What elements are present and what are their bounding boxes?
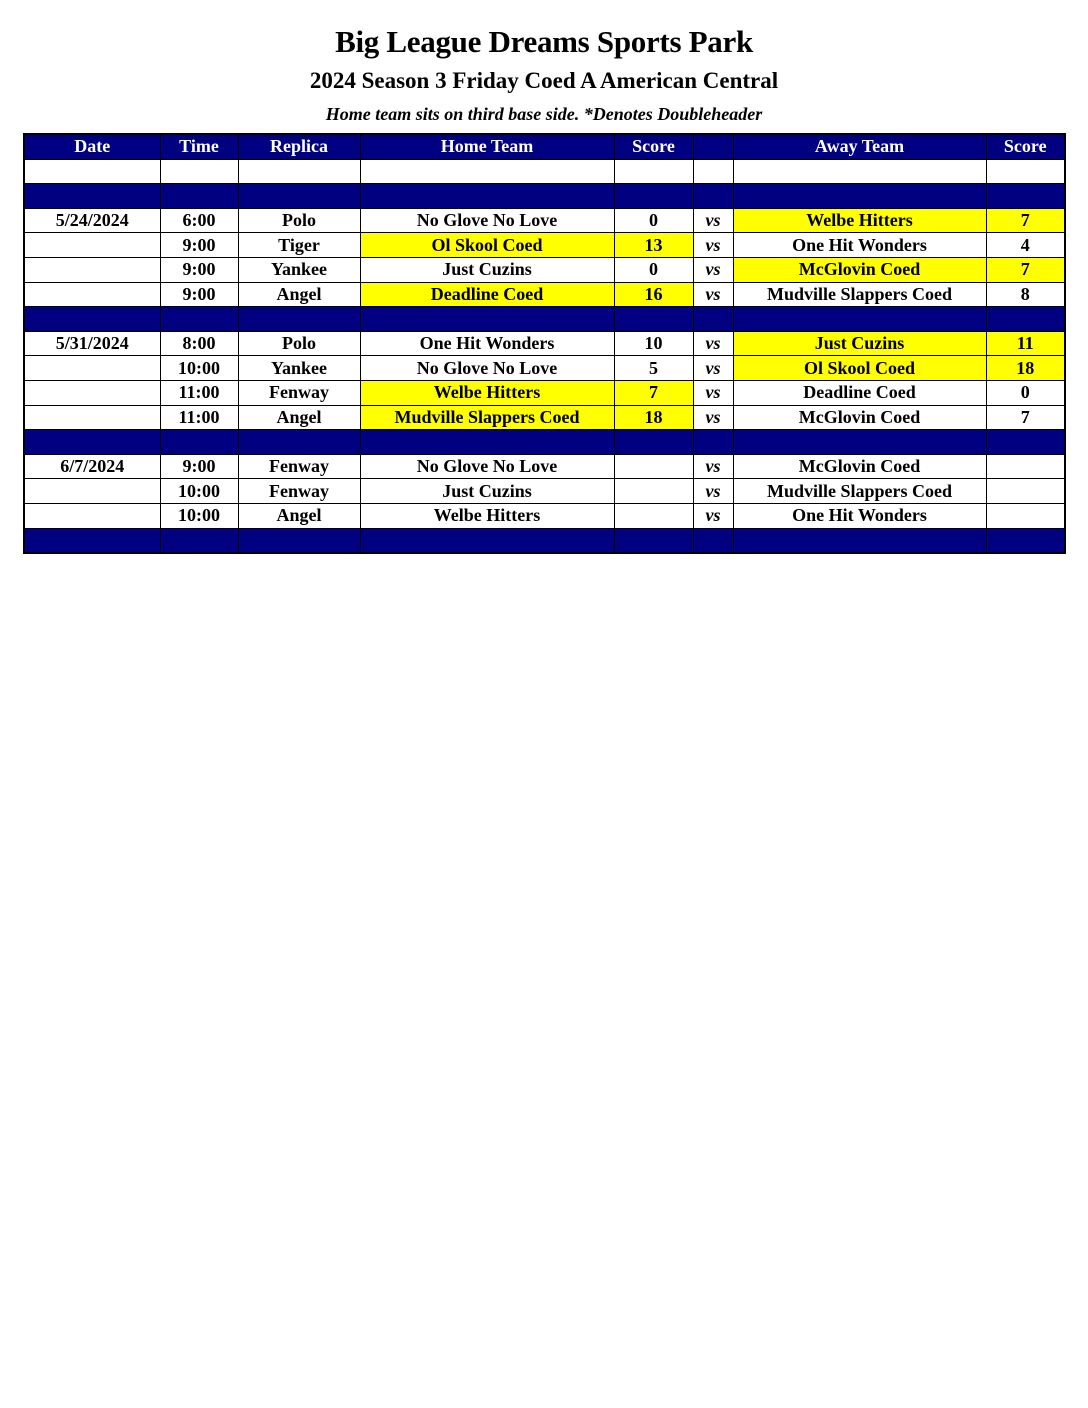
date-cell <box>24 356 160 381</box>
replica-cell <box>238 307 360 332</box>
vs-cell: vs <box>693 454 733 479</box>
home-team-cell: No Glove No Love <box>360 454 614 479</box>
page-title: Big League Dreams Sports Park <box>335 24 753 59</box>
time-cell: 8:00 <box>160 331 238 356</box>
col-vs-header <box>693 134 733 159</box>
date-cell <box>24 233 160 258</box>
game-row <box>24 208 1065 233</box>
home-score-cell <box>614 307 693 332</box>
away-team-cell: Deadline Coed <box>733 380 986 405</box>
time-cell: 9:00 <box>160 257 238 282</box>
away-score-cell <box>986 503 1065 528</box>
game-row <box>24 479 1065 504</box>
home-score-cell: 13 <box>614 233 693 258</box>
away-team-cell: Mudville Slappers Coed <box>733 479 986 504</box>
home-score-cell: 18 <box>614 405 693 430</box>
away-score-cell: 4 <box>986 233 1065 258</box>
time-cell <box>160 307 238 332</box>
date-cell <box>24 430 160 455</box>
time-cell: 10:00 <box>160 479 238 504</box>
away-team-cell: One Hit Wonders <box>733 503 986 528</box>
time-cell <box>160 184 238 209</box>
away-score-cell <box>986 528 1065 553</box>
replica-cell <box>238 528 360 553</box>
date-cell <box>24 282 160 307</box>
home-score-cell <box>614 184 693 209</box>
date-cell <box>24 307 160 332</box>
home-team-cell: Just Cuzins <box>360 479 614 504</box>
replica-cell: Angel <box>238 405 360 430</box>
replica-cell: Polo <box>238 208 360 233</box>
date-cell <box>24 503 160 528</box>
col-home-team-header: Home Team <box>360 134 614 159</box>
time-cell: 10:00 <box>160 503 238 528</box>
replica-cell: Tiger <box>238 233 360 258</box>
home-score-cell <box>614 503 693 528</box>
away-team-cell: Mudville Slappers Coed <box>733 282 986 307</box>
home-team-cell: No Glove No Love <box>360 356 614 381</box>
away-team-cell: Just Cuzins <box>733 331 986 356</box>
away-team-cell: McGlovin Coed <box>733 454 986 479</box>
vs-cell: vs <box>693 233 733 258</box>
time-cell: 6:00 <box>160 208 238 233</box>
away-team-cell <box>733 430 986 455</box>
game-row <box>24 356 1065 381</box>
home-score-cell <box>614 528 693 553</box>
away-team-cell <box>733 528 986 553</box>
replica-cell: Yankee <box>238 356 360 381</box>
away-team-cell: Welbe Hitters <box>733 208 986 233</box>
col-time-header: Time <box>160 134 238 159</box>
home-score-cell: 0 <box>614 257 693 282</box>
time-cell: 11:00 <box>160 405 238 430</box>
schedule-body <box>24 159 1065 553</box>
home-score-cell <box>614 430 693 455</box>
date-cell <box>24 528 160 553</box>
home-team-cell: No Glove No Love <box>360 208 614 233</box>
home-team-cell: Welbe Hitters <box>360 503 614 528</box>
replica-cell: Angel <box>238 503 360 528</box>
vs-cell: vs <box>693 380 733 405</box>
col-date-header: Date <box>24 134 160 159</box>
game-row <box>24 503 1065 528</box>
home-score-cell <box>614 479 693 504</box>
home-team-cell: Deadline Coed <box>360 282 614 307</box>
col-home-score-header: Score <box>614 134 693 159</box>
away-score-cell <box>986 479 1065 504</box>
game-row <box>24 405 1065 430</box>
vs-cell <box>693 184 733 209</box>
replica-cell: Fenway <box>238 479 360 504</box>
home-score-cell: 10 <box>614 331 693 356</box>
game-row <box>24 257 1065 282</box>
away-score-cell: 0 <box>986 380 1065 405</box>
home-team-cell: One Hit Wonders <box>360 331 614 356</box>
time-cell: 9:00 <box>160 282 238 307</box>
replica-cell <box>238 184 360 209</box>
replica-cell: Fenway <box>238 380 360 405</box>
home-team-cell: Welbe Hitters <box>360 380 614 405</box>
vs-cell <box>693 307 733 332</box>
away-team-cell: McGlovin Coed <box>733 257 986 282</box>
vs-cell: vs <box>693 208 733 233</box>
date-cell <box>24 184 160 209</box>
vs-cell: vs <box>693 503 733 528</box>
col-away-score-header: Score <box>986 134 1065 159</box>
home-score-cell: 7 <box>614 380 693 405</box>
replica-cell: Polo <box>238 331 360 356</box>
game-row <box>24 454 1065 479</box>
separator-row <box>24 528 1065 553</box>
home-team-cell: Just Cuzins <box>360 257 614 282</box>
home-team-cell <box>360 184 614 209</box>
time-cell: 9:00 <box>160 454 238 479</box>
away-team-cell <box>733 159 986 184</box>
game-row <box>24 233 1065 258</box>
time-cell: 11:00 <box>160 380 238 405</box>
home-score-cell: 5 <box>614 356 693 381</box>
away-score-cell <box>986 430 1065 455</box>
schedule-table <box>23 133 1066 554</box>
col-replica-header: Replica <box>238 134 360 159</box>
replica-cell: Fenway <box>238 454 360 479</box>
replica-cell <box>238 159 360 184</box>
home-team-cell <box>360 528 614 553</box>
home-score-cell <box>614 454 693 479</box>
time-cell <box>160 159 238 184</box>
time-cell: 10:00 <box>160 356 238 381</box>
game-row <box>24 282 1065 307</box>
vs-cell: vs <box>693 479 733 504</box>
away-team-cell: One Hit Wonders <box>733 233 986 258</box>
away-score-cell: 7 <box>986 208 1065 233</box>
col-away-team-header: Away Team <box>733 134 986 159</box>
away-score-cell <box>986 454 1065 479</box>
away-score-cell: 18 <box>986 356 1065 381</box>
vs-cell: vs <box>693 356 733 381</box>
date-cell <box>24 380 160 405</box>
home-team-cell <box>360 430 614 455</box>
vs-cell <box>693 159 733 184</box>
replica-cell: Angel <box>238 282 360 307</box>
home-team-cell: Ol Skool Coed <box>360 233 614 258</box>
date-cell <box>24 159 160 184</box>
vs-cell: vs <box>693 331 733 356</box>
away-score-cell: 7 <box>986 257 1065 282</box>
away-score-cell: 7 <box>986 405 1065 430</box>
vs-cell <box>693 430 733 455</box>
header-row <box>24 134 1065 159</box>
vs-cell: vs <box>693 282 733 307</box>
away-score-cell <box>986 184 1065 209</box>
home-score-cell: 0 <box>614 208 693 233</box>
replica-cell <box>238 430 360 455</box>
vs-cell <box>693 528 733 553</box>
date-cell: 5/31/2024 <box>24 331 160 356</box>
away-team-cell <box>733 307 986 332</box>
away-score-cell: 8 <box>986 282 1065 307</box>
date-cell: 6/7/2024 <box>24 454 160 479</box>
game-row <box>24 380 1065 405</box>
schedule-note: Home team sits on third base side. *Denotes Doubleheader <box>325 104 763 124</box>
home-team-cell <box>360 307 614 332</box>
date-cell <box>24 257 160 282</box>
away-score-cell <box>986 307 1065 332</box>
vs-cell: vs <box>693 405 733 430</box>
away-team-cell: McGlovin Coed <box>733 405 986 430</box>
away-team-cell: Ol Skool Coed <box>733 356 986 381</box>
vs-cell: vs <box>693 257 733 282</box>
home-team-cell <box>360 159 614 184</box>
separator-row <box>24 184 1065 209</box>
date-cell: 5/24/2024 <box>24 208 160 233</box>
time-cell <box>160 528 238 553</box>
away-score-cell <box>986 159 1065 184</box>
separator-row <box>24 307 1065 332</box>
separator-row <box>24 430 1065 455</box>
away-score-cell: 11 <box>986 331 1065 356</box>
replica-cell: Yankee <box>238 257 360 282</box>
home-team-cell: Mudville Slappers Coed <box>360 405 614 430</box>
blank-row <box>24 159 1065 184</box>
time-cell <box>160 430 238 455</box>
away-team-cell <box>733 184 986 209</box>
schedule-subtitle: 2024 Season 3 Friday Coed A American Central <box>309 68 779 93</box>
date-cell <box>24 405 160 430</box>
home-score-cell: 16 <box>614 282 693 307</box>
date-cell <box>24 479 160 504</box>
home-score-cell <box>614 159 693 184</box>
time-cell: 9:00 <box>160 233 238 258</box>
game-row <box>24 331 1065 356</box>
